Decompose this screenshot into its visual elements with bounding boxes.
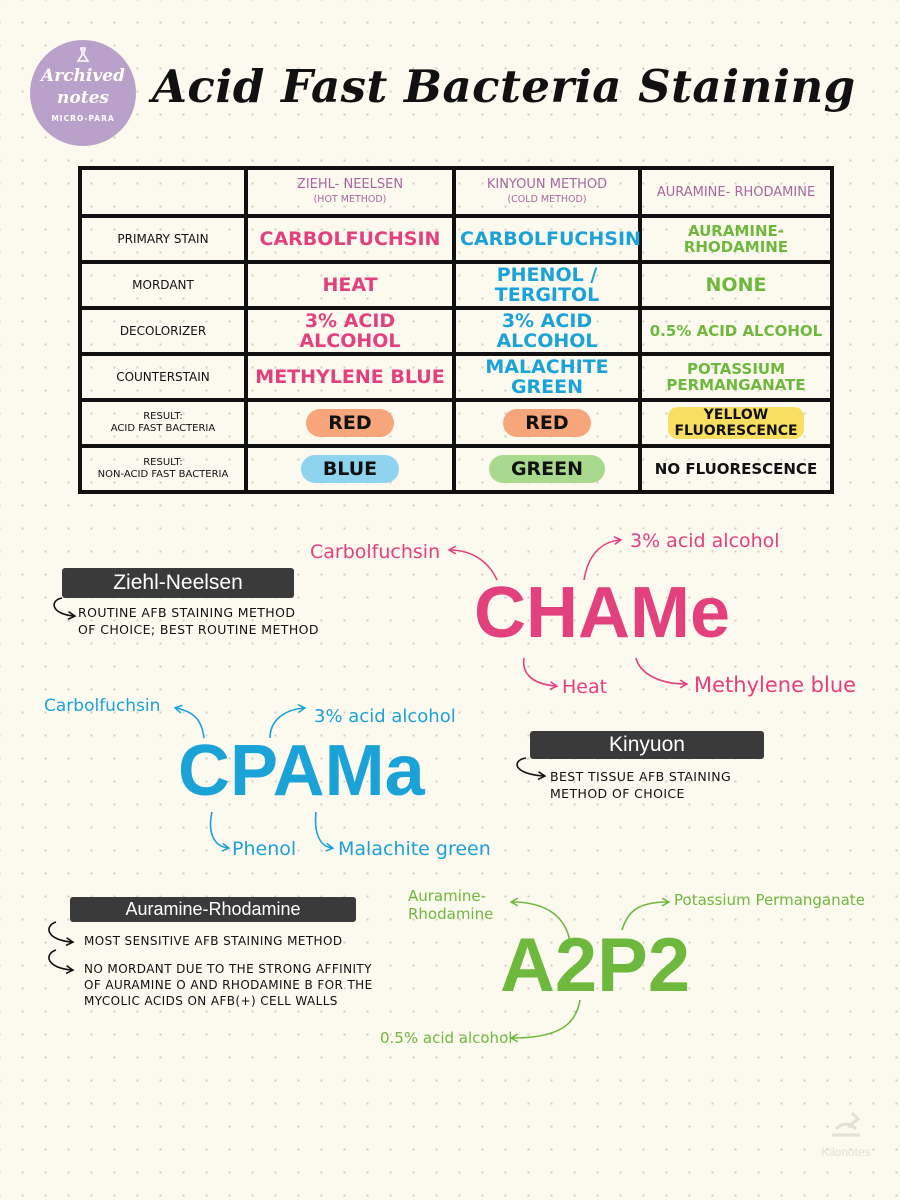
header-name: AURAMINE- RHODAMINE xyxy=(656,184,816,200)
cell-zn: 3% ACID ALCOHOL xyxy=(246,308,454,354)
cell-zn: CARBOLFUCHSIN xyxy=(246,216,454,262)
row-label: DECOLORIZER xyxy=(80,308,246,354)
cell-kin: PHENOL / TERGITOL xyxy=(454,262,640,308)
note-line: NO MORDANT DUE TO THE STRONG AFFINITY xyxy=(84,962,372,976)
cpama-mnemonic: CPAMa xyxy=(178,731,425,811)
note-line: MOST SENSITIVE AFB STAINING METHOD xyxy=(84,934,343,948)
cell-zn: METHYLENE BLUE xyxy=(246,354,454,400)
cell-kin: 3% ACID ALCOHOL xyxy=(454,308,640,354)
result-line-1: YELLOW xyxy=(703,407,769,423)
kinyoun-tag: Kinyuon xyxy=(530,731,764,759)
table-row xyxy=(80,216,832,262)
note-line: METHOD OF CHOICE xyxy=(550,786,685,801)
table-row xyxy=(80,446,832,492)
note-line: MYCOLIC ACIDS ON AFB(+) CELL WALLS xyxy=(84,994,338,1008)
cpama-phenol: Phenol xyxy=(232,838,297,860)
row-label: COUNTERSTAIN xyxy=(80,354,246,400)
row-label-line-1: RESULT: xyxy=(143,457,183,468)
watermark-text: Kilonotes xyxy=(821,1145,871,1159)
ziehl-neelsen-tag: Ziehl-Neelsen xyxy=(62,568,294,598)
chame-heat: Heat xyxy=(562,676,608,698)
header-name: KINYOUN METHOD xyxy=(486,177,608,192)
a2p2-mnemonic: A2P2 xyxy=(500,923,691,1008)
chame-acid-alcohol: 3% acid alcohol xyxy=(630,530,780,552)
row-label xyxy=(80,446,246,492)
microscope-icon xyxy=(74,46,92,64)
row-label-line-2: ACID FAST BACTERIA xyxy=(110,423,216,434)
header-sub: (HOT METHOD) xyxy=(313,194,387,205)
note-line: OF AURAMINE O AND RHODAMINE B FOR THE xyxy=(84,978,373,992)
row-label-line-2: NON-ACID FAST BACTERIA xyxy=(97,469,229,480)
header-sub: (COLD METHOD) xyxy=(507,194,587,205)
note-line: BEST TISSUE AFB STAINING xyxy=(550,769,732,784)
cpama-malachite-green: Malachite green xyxy=(338,838,491,860)
cell-zn xyxy=(246,446,454,492)
table-row xyxy=(80,400,832,446)
cell-kin: MALACHITE GREEN xyxy=(454,354,640,400)
cell-ar: POTASSIUM PERMANGANATE xyxy=(640,354,832,400)
a2p2-acid-alcohol: 0.5% acid alcohol xyxy=(380,1029,513,1047)
cell-kin xyxy=(454,400,640,446)
archived-notes-logo xyxy=(30,40,136,146)
result-pill: RED xyxy=(503,409,590,437)
cpama-carbolfuchsin: Carbolfuchsin xyxy=(44,696,161,716)
chame-methylene-blue: Methylene blue xyxy=(694,673,857,697)
cpama-acid-alcohol: 3% acid alcohol xyxy=(314,706,456,727)
result-pill: RED xyxy=(306,409,393,437)
logo-line-2: notes xyxy=(57,88,109,108)
note-line: OF CHOICE; BEST ROUTINE METHOD xyxy=(78,622,319,637)
row-label-line-1: RESULT: xyxy=(143,411,183,422)
chame-carbolfuchsin: Carbolfuchsin xyxy=(310,541,441,563)
cell-zn xyxy=(246,400,454,446)
kinyoun-note xyxy=(550,768,731,802)
cell-zn: HEAT xyxy=(246,262,454,308)
auramine-rhodamine-note xyxy=(84,933,373,1009)
cell-ar: NO FLUORESCENCE xyxy=(640,446,832,492)
logo-line-1: Archived xyxy=(41,66,125,86)
cell-ar xyxy=(640,400,832,446)
cell-kin: CARBOLFUCHSIN xyxy=(454,216,640,262)
header-name: ZIEHL- NEELSEN xyxy=(296,177,404,192)
table-row xyxy=(80,262,832,308)
auramine-rhodamine-tag: Auramine-Rhodamine xyxy=(70,897,356,922)
cell-ar: AURAMINE- RHODAMINE xyxy=(640,216,832,262)
staining-comparison-table xyxy=(78,166,834,494)
note-line: ROUTINE AFB STAINING METHOD xyxy=(78,605,296,620)
kilonotes-watermark xyxy=(806,1105,886,1159)
header-auramine-rhodamine xyxy=(640,168,832,216)
page-title: Acid Fast Bacteria Staining xyxy=(152,60,856,113)
table-row xyxy=(80,354,832,400)
chame-mnemonic: CHAMe xyxy=(474,573,731,653)
a2p2-potassium-permanganate: Potassium Permanganate xyxy=(674,891,865,909)
row-label: MORDANT xyxy=(80,262,246,308)
table-row xyxy=(80,308,832,354)
row-label: PRIMARY STAIN xyxy=(80,216,246,262)
result-line-2: FLUORESCENCE xyxy=(674,423,798,439)
label-line: Auramine- xyxy=(408,887,487,905)
header-ziehl-neelsen xyxy=(246,168,454,216)
empty-header-cell xyxy=(80,168,246,216)
result-pill: BLUE xyxy=(301,455,399,483)
header-kinyoun xyxy=(454,168,640,216)
result-pill: GREEN xyxy=(489,455,605,483)
a2p2-auramine-rhodamine xyxy=(408,887,493,923)
result-highlight xyxy=(668,407,803,439)
ziehl-neelsen-note xyxy=(78,604,319,638)
cell-ar: NONE xyxy=(640,262,832,308)
cell-kin xyxy=(454,446,640,492)
cell-ar: 0.5% ACID ALCOHOL xyxy=(640,308,832,354)
row-label xyxy=(80,400,246,446)
kilonotes-logo-icon xyxy=(826,1105,866,1145)
label-line: Rhodamine xyxy=(408,905,494,923)
logo-line-3: MICRO-PARA xyxy=(51,114,115,123)
table-header-row xyxy=(80,168,832,216)
